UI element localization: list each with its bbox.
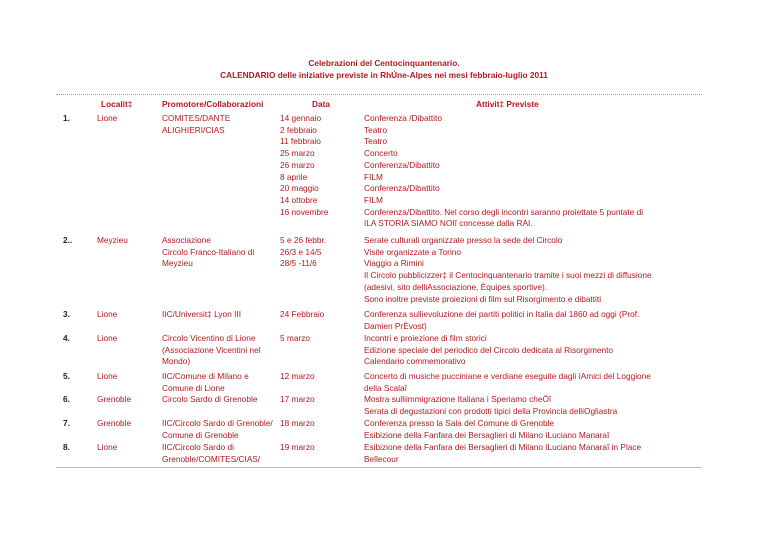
- table-top-rule: [56, 94, 702, 95]
- row-promoter-line: IIC/Circolo Sardo di: [162, 442, 234, 452]
- row-date: 26 marzo: [280, 159, 315, 170]
- row-activity: Conferenza /Dibattito: [364, 113, 442, 123]
- header-activities: Attivit‡ Previste: [476, 99, 539, 109]
- row-activity: della Scalaî: [364, 382, 407, 393]
- row-activity: ìLA STORIA SIAMO NOIî concesse dalla RAI.: [364, 218, 533, 229]
- row-activity: Conferenza/Dibattito: [364, 159, 440, 170]
- row-location: Lione: [97, 113, 118, 123]
- row-date: 18 marzo: [280, 418, 315, 428]
- row-promoter-line: Circolo Sardo di Grenoble: [162, 394, 258, 404]
- row-promoter-line: IIC/Universit‡ Lyon III: [162, 309, 242, 319]
- row-activity: Concerto: [364, 148, 398, 159]
- row-activity: Incontri e proiezione di film storici: [364, 333, 487, 343]
- header-location: Localit‡: [101, 99, 133, 109]
- row-activity: Sono inoltre previste proiezioni di film sul Risorgimento e dibattiti: [364, 293, 602, 304]
- row-date: 19 marzo: [280, 442, 315, 452]
- row-location: Grenoble: [97, 418, 132, 428]
- row-activity: Visite organizzate a Torino: [364, 246, 462, 257]
- row-promoter-line: Mondo): [162, 356, 191, 367]
- row-date: 14 ottobre: [280, 194, 318, 205]
- header-date: Data: [312, 99, 330, 109]
- row-number: 5.: [63, 371, 70, 381]
- row-activity: Mostra sulliimmigrazione Italiana ì Speriamo cheÖî: [364, 394, 552, 404]
- row-activity: Esibizione della Fanfara dei Bersaglieri di Milano ìLuciano Manaraî in Place: [364, 442, 642, 452]
- row-activity: Calendario commemorativo: [364, 356, 466, 367]
- row-activity: Il Circolo pubblicizzer‡ il Centocinquantenario tramite i suoi mezzi di diffusione: [364, 270, 652, 281]
- row-number: 7.: [63, 418, 70, 428]
- row-location: Lione: [97, 371, 118, 381]
- header-promoter: Promotore/Collaborazioni: [162, 99, 264, 109]
- row-activity: Bellecour: [364, 453, 399, 464]
- row-activity: Teatro: [364, 124, 388, 135]
- row-promoter-line: Comune di Lione: [162, 382, 225, 393]
- row-number: 3.: [63, 309, 70, 319]
- row-date: 14 gennaio: [280, 113, 322, 123]
- document-title: Celebrazioni del Centocinquantenario.: [308, 58, 460, 68]
- row-promoter-line: IIC/Circolo Sardo di Grenoble/: [162, 418, 273, 428]
- row-number: 6.: [63, 394, 70, 404]
- row-activity: Serata di degustazioni con prodotti tipici della Provincia delliOgliastra: [364, 405, 618, 416]
- row-promoter-line: Circolo Franco-Italiano di: [162, 246, 255, 257]
- row-activity: FILM: [364, 171, 383, 182]
- row-location: Lione: [97, 333, 118, 343]
- row-location: Lione: [97, 442, 118, 452]
- row-date: 20 maggio: [280, 183, 319, 194]
- row-date: 26/3 e 14/5: [280, 246, 322, 257]
- row-promoter-line: Grenoble/COMITES/CIAS/: [162, 453, 261, 464]
- row-date: 17 marzo: [280, 394, 315, 404]
- row-date: 8 aprile: [280, 171, 308, 182]
- row-promoter-line: Meyzieu: [162, 258, 193, 269]
- row-date: 25 marzo: [280, 148, 315, 159]
- row-activity: Serate culturali organizzate presso la sede del Circolo: [364, 235, 563, 245]
- row-activity: FILM: [364, 194, 383, 205]
- row-number: 4.: [63, 333, 70, 343]
- row-activity: Teatro: [364, 136, 388, 147]
- row-date: 24 Febbraio: [280, 309, 325, 319]
- row-date: 28/5 -11/6: [280, 258, 317, 269]
- row-activity: Conferenza/Dibattito. Nel corso degli incontri saranno proiettate 5 puntate di: [364, 206, 644, 217]
- row-activity: Edizione speciale del periodico del Circolo dedicata al Risorgimento: [364, 344, 614, 355]
- row-date: 12 marzo: [280, 371, 315, 381]
- row-activity: (adesivi, sito delliAssociazione, Èquipes sportive).: [364, 281, 548, 292]
- row-activity: Damien PrÈvost): [364, 320, 427, 331]
- row-number: 1.: [63, 113, 70, 123]
- row-activity: Conferenza/Dibattito: [364, 183, 440, 194]
- row-activity: Conferenza presso la Sala del Comune di Grenoble: [364, 418, 555, 428]
- row-promoter-line: Associazione: [162, 235, 211, 245]
- row-promoter-line: Circolo Vicentino di Lione: [162, 333, 256, 343]
- row-promoter-line: (Associazione Vicentini nel: [162, 344, 261, 355]
- row-number: 2..: [63, 235, 73, 245]
- row-activity: Concerto di musiche pucciniane e verdiane eseguite dagli ìAmici del Loggione: [364, 371, 651, 381]
- row-location: Lione: [97, 309, 118, 319]
- row-promoter-line: ALIGHIERI/CIAS: [162, 124, 225, 135]
- row-promoter-line: COMITES/DANTE: [162, 113, 231, 123]
- row-location: Grenoble: [97, 394, 132, 404]
- row-date: 11 febbraio: [280, 136, 321, 147]
- row-location: Meyzieu: [97, 235, 128, 245]
- row-date: 2 febbraio: [280, 124, 317, 135]
- row-date: 16 novembre: [280, 206, 329, 217]
- row-activity: Esibizione della Fanfara dei Bersaglieri di Milano ìLuciano Manaraî: [364, 429, 610, 440]
- row-number: 8.: [63, 442, 70, 452]
- row-promoter-line: IIC/Comune di Milano e: [162, 371, 249, 381]
- row-activity: Viaggio a Rimini: [364, 258, 424, 269]
- row-activity: Conferenza sullievoluzione dei partiti politici in Italia dal 1860 ad oggi (Prof.: [364, 309, 640, 319]
- row-date: 5 e 26 febbr.: [280, 235, 327, 245]
- row-date: 5 marzo: [280, 333, 310, 343]
- document-subtitle: CALENDARIO delle iniziative previste in RhÚne-Alpes nei mesi febbraio-luglio 2011: [220, 70, 548, 80]
- row-promoter-line: Comune di Grenoble: [162, 429, 239, 440]
- table-bottom-rule: [56, 467, 702, 468]
